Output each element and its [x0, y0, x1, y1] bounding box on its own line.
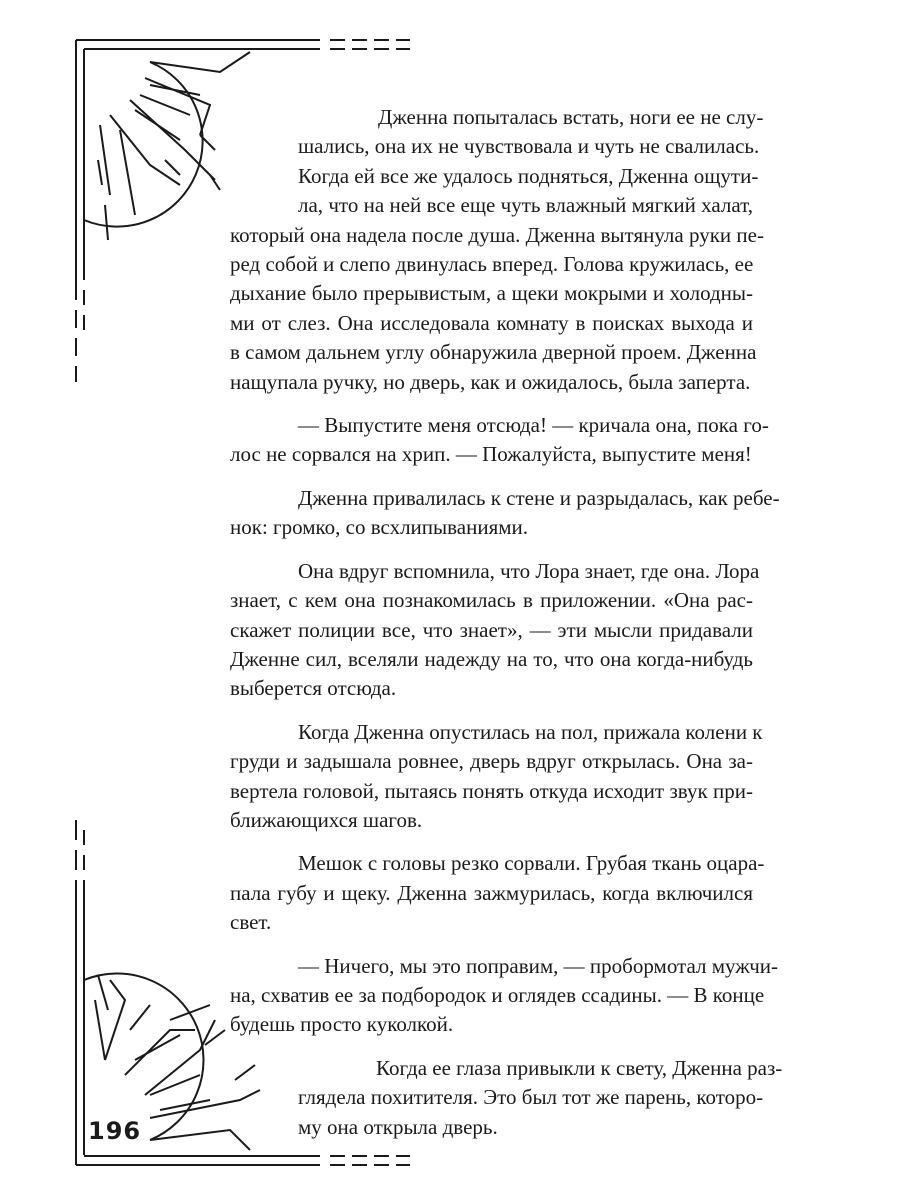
bottom-frame — [76, 1156, 410, 1165]
text-line: Когда Дженна опустилась на пол, прижала колени к — [298, 719, 763, 744]
text-line: Когда ей все же удалось подняться, Дженна ощути- — [298, 163, 759, 188]
text-line: свет. — [230, 910, 272, 935]
text-line: Когда ее глаза привыкли к свету, Дженна раз- — [376, 1055, 783, 1080]
paragraph-6 — [230, 849, 765, 937]
text-line: — Выпустите меня отсюда! — кричала она, пока го- — [298, 413, 769, 438]
text-line: нок: громко, со всхлипываниями. — [230, 515, 529, 540]
top-sun-ornament — [84, 52, 250, 240]
text-line: лос не сорвался на хрип. — Пожалуйста, выпустите меня! — [230, 442, 752, 467]
text-line: шались, она их не чувствовала и чуть не свалилась. — [298, 134, 760, 159]
text-line: вертела головой, пытаясь понять откуда исходит звук при- — [230, 778, 753, 803]
page-number: 196 — [88, 1117, 142, 1145]
paragraph-3 — [230, 484, 780, 543]
text-line: нащупала ручку, но дверь, как и ожидалось, была заперта. — [230, 369, 751, 394]
text-line: ми от слез. Она исследовала комнату в поисках выхода и — [230, 310, 753, 335]
text-line: выберется отсюда. — [230, 676, 397, 701]
paragraph-2 — [230, 411, 769, 470]
page-text — [230, 103, 783, 1156]
text-line: знает, с кем она познакомилась в приложении. «Она рас- — [230, 588, 753, 613]
text-line: Дженна попыталась встать, ноги ее не слу- — [378, 105, 764, 129]
text-line: ред собой и слепо двинулась вперед. Голова кружилась, ее — [230, 252, 754, 277]
text-line: дыхание было прерывистым, а щеки мокрыми и холодны- — [230, 281, 753, 306]
text-line: Дженне сил, вселяли надежду на то, что она когда-нибудь — [230, 646, 753, 671]
text-line: который она надела после душа. Дженна вытянула руки пе- — [230, 222, 764, 247]
text-line: му она открыла дверь. — [298, 1114, 498, 1139]
paragraph-5 — [230, 718, 763, 836]
text-line: ближающихся шагов. — [230, 807, 423, 832]
paragraph-8 — [298, 1054, 783, 1142]
text-line: груди и задышала ровнее, дверь вдруг открылась. Она за- — [230, 749, 753, 774]
text-line: на, схватив ее за подбородок и оглядев ссадины. — В конце — [230, 982, 765, 1007]
text-line: Мешок с головы резко сорвали. Грубая ткань оцара- — [298, 851, 765, 876]
text-line: ла, что на ней все еще чуть влажный мягкий халат, — [298, 193, 753, 218]
paragraph-4 — [230, 557, 760, 704]
text-line: пала губу и щеку. Дженна зажмурилась, когда включился — [230, 880, 753, 905]
left-frame — [76, 40, 84, 1165]
text-line: Она вдруг вспомнила, что Лора знает, где она. Лора — [298, 558, 760, 583]
text-line: в самом дальнем углу обнаружила дверной проем. Дженна — [230, 340, 757, 365]
text-line: будешь просто куколкой. — [230, 1012, 454, 1037]
text-line: скажет полиции все, что знает», — эти мысли придавали — [230, 617, 753, 642]
text-line: — Ничего, мы это поправим, — пробормотал мужчи- — [298, 953, 779, 978]
text-line: глядела похитителя. Это был тот же парень, которо- — [298, 1085, 764, 1110]
top-frame — [76, 40, 410, 49]
paragraph-1 — [230, 103, 764, 397]
paragraph-7 — [230, 952, 779, 1040]
text-line: Дженна привалилась к стене и разрыдалась, как ребе- — [298, 485, 780, 510]
